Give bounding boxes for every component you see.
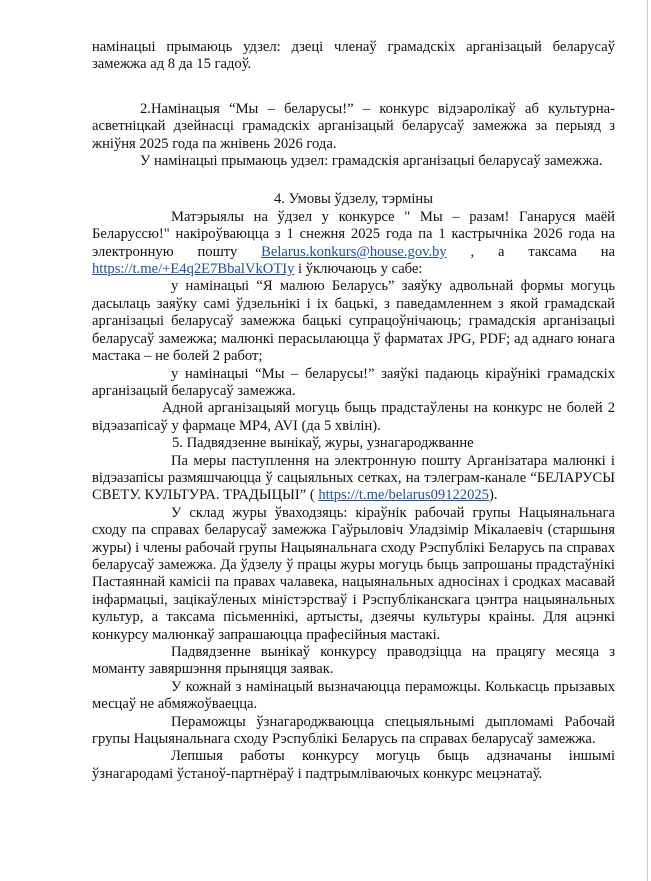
section-5-other-awards-paragraph: Лепшыя работы конкурсу могуць быць адзначаны іншымі ўзнагародамі ўстаноў-партнёраў і падтрымліваючых конкурс мецэнатаў.: [92, 748, 615, 782]
section-4-materials-paragraph: [92, 209, 615, 279]
telegram-link-2[interactable]: https://t.me/belarus09122025: [318, 487, 489, 504]
section-4-video-nomination: у намінацыі “Мы – беларусы!” заяўкі падаюць кіраўнікі грамадскіх арганізацый беларусаў замежжа.: [92, 365, 615, 399]
section-4-text-1: Матэрыялы на ўдзел у конкурсе " Мы – разам! Ганаруся маёй Беларуссю!" накіроўваюцца з 1 снежня 2025 года па 1 кастрычніка 2026 года на электронную пошту: [92, 208, 615, 260]
section-5-results-paragraph: Падвядзенне вынікаў конкурсу праводзіцца на працягу месяца з моманту завяршэння прыняцця заявак.: [92, 644, 615, 678]
email-link[interactable]: Belarus.konkurs@house.gov.by: [261, 243, 447, 260]
nomination-2-participants: У намінацыі прымаюць удзел: грамадскія арганізацыі беларусаў замежжа.: [140, 153, 603, 170]
section-5-diplomas-paragraph: Пераможцы ўзнагароджваюцца спецыяльнымі дыпломамі Рабочай групы Нацыянальнага сходу Рэспублікі Беларусь па справах беларусаў замежжа.: [92, 713, 615, 748]
section-5-title: 5. Падвядзенне вынікаў, журы, узнагароджванне: [172, 435, 474, 452]
intro-continuation: намінацыі прымаюць удзел: дзеці членаў грамадскіх арганізацый беларусаў замежжа ад 8 да 15 гадоў.: [92, 39, 615, 73]
telegram-link-1[interactable]: https://t.me/+E4q2E7BbalVkOTIy: [92, 261, 295, 278]
document-body: [92, 39, 615, 783]
section-4-video-limit: Адной арганізацыяй могуць быць прадстаўлены на конкурс не болей 2 відэазапісаў у фармаце MP4, AVI (да 5 хвілін).: [92, 400, 615, 434]
section-4-title: 4. Умовы ўдзелу, тэрміны: [273, 191, 434, 208]
section-4-drawing-nomination: у намінацыі “Я малюю Беларусь” заяўку адвольнай формы могуць дасылаць заяўку самі ўдзельнікі і іх бацькі, з паведамленнем з якой грамадскай арганізацыі беларусаў замежжа бацькі супрацоўнічаюць; грамадскія арганізацыі беларусаў замежжа; малюнкі перасылаюцца ў фарматах JPG, PDF; ад аднаго юнага мастака – не болей 2 работ;: [92, 278, 615, 365]
section-5-winners-paragraph: У кожнай з намінацый вызначаюцца пераможцы. Колькасць прызавых месцаў не абмяжоўваецца.: [92, 678, 615, 713]
section-4-text-3: і ўключаюць у сабе:: [294, 261, 423, 278]
section-5-text-1: Па меры паступлення на электронную пошту Арганізатара малюнкі і відэазапісы размяшчаюцца ў сацыяльных сетках, на тэлеграм-канале “БЕЛАРУСЫ СВЕТУ. КУЛЬТУРА. ТРАДЫЦЫІ” (: [92, 452, 615, 504]
section-5-jury-paragraph: У склад журы ўваходзяць: кіраўнік рабочай групы Нацыянальнага сходу па справах беларусаў замежжа Гаўрыловіч Уладзімір Мікалаевіч (старшыня журы) і члены рабочай групы Нацыянальнага сходу Рэспублікі Беларусь па справах беларусаў замежжа. Да ўдзелу ў працы журы могуць быць запрошаны прадстаўнікі Пастаяннай камісіі па правах чалавека, нацыянальных адносінах і сродках масавай інфармацыі, зацікаўленых міністэрстваў і Рэспубліканскага цэнтра нацыянальных культур, а таксама пісьменнікі, артысты, дзеячы культуры краіны. Для ацэнкі конкурсу малюнкаў запрашаюцца прафесійныя мастакі.: [92, 504, 615, 643]
section-5-text-2: ).: [488, 487, 498, 504]
section-5-publication-paragraph: [92, 453, 615, 505]
section-4-text-2: , а таксама на: [446, 243, 616, 260]
nomination-2-paragraph: 2.Намінацыя “Мы – беларусы!” – конкурс відэаролікаў аб культурна-асветніцкай дзейнасці грамадскіх арганізацый беларусаў замежжа за перыяд з жніўня 2025 года па жнівень 2026 года.: [92, 100, 615, 152]
